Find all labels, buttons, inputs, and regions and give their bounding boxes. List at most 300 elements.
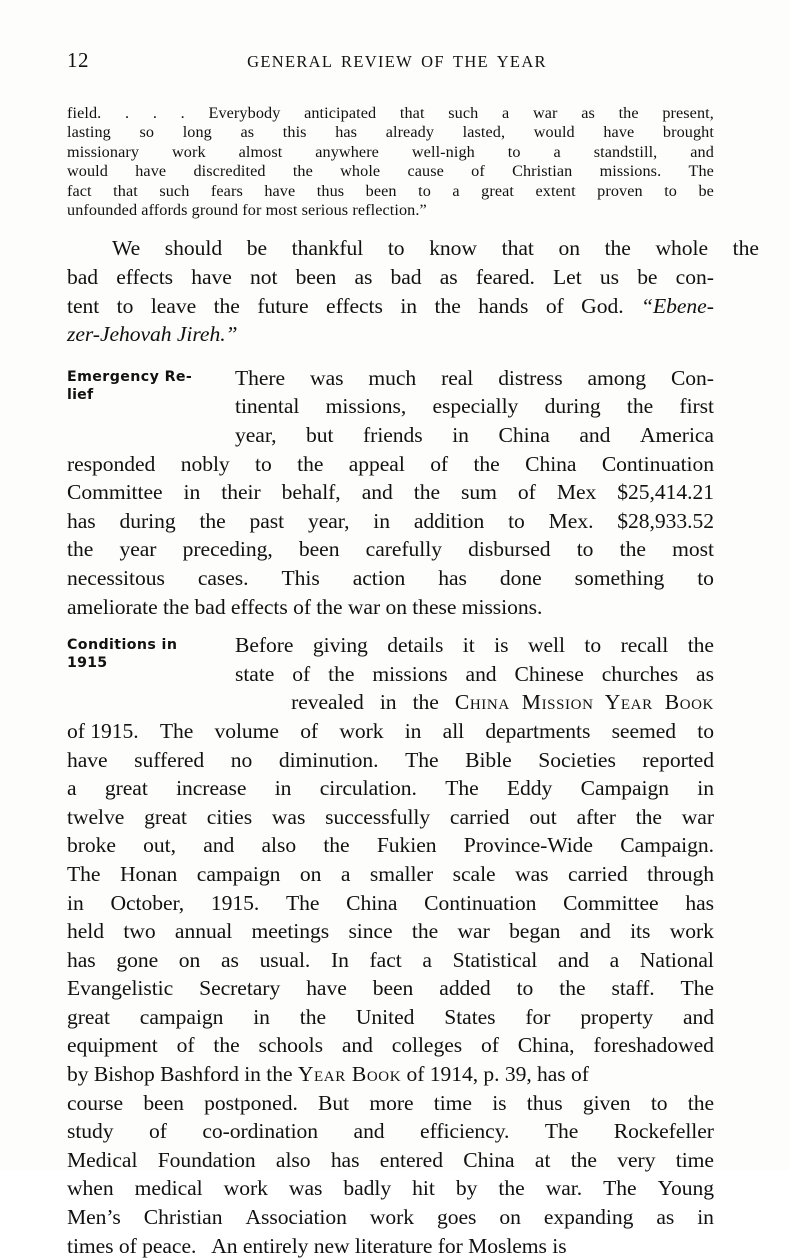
word: The <box>67 861 101 886</box>
word: the <box>328 661 355 686</box>
word: but <box>306 423 334 447</box>
word: out, <box>143 833 176 858</box>
word: Con- <box>670 365 714 390</box>
word: China <box>346 890 398 915</box>
word: year, <box>235 423 277 447</box>
word: to <box>387 236 405 261</box>
word: year, <box>307 508 350 533</box>
word: among <box>587 365 647 390</box>
paragraph-thankful <box>67 234 759 348</box>
text-line <box>67 803 714 832</box>
word: ameliorate the bad effects of the war on these missions. <box>67 594 543 619</box>
word: seemed <box>611 718 677 743</box>
word: to <box>255 451 272 476</box>
word: annual <box>174 919 233 944</box>
word: con- <box>675 265 714 290</box>
word: as <box>354 265 373 290</box>
word: Christian <box>512 162 573 181</box>
word: and <box>579 919 611 944</box>
word: disbursed <box>468 537 551 562</box>
word: schools <box>258 1033 323 1058</box>
word: in <box>452 423 469 447</box>
word: that <box>399 104 425 122</box>
word: war <box>532 104 558 122</box>
word: Foundation <box>157 1147 256 1172</box>
word: has <box>330 1147 360 1172</box>
text-line <box>67 450 714 479</box>
word: details <box>387 633 444 658</box>
sidenote-conditions-1915 <box>67 636 282 672</box>
word: most <box>672 537 714 562</box>
sidenote-line-2: lief <box>67 386 94 403</box>
text-line <box>67 717 714 746</box>
word: bad <box>67 265 99 290</box>
word: been <box>295 265 337 290</box>
text-line <box>67 746 714 775</box>
word: so <box>139 123 155 142</box>
word: whole <box>655 236 708 261</box>
word: to <box>584 633 602 658</box>
word: added <box>439 976 491 1001</box>
text-line <box>67 1060 714 1089</box>
word: Medical <box>67 1147 138 1172</box>
book-title-smallcaps: China Mission Year Book <box>454 690 714 715</box>
word: Bible <box>465 747 512 772</box>
word: have <box>603 123 635 142</box>
text-line <box>67 201 714 220</box>
word: the <box>199 508 226 533</box>
word: Secretary <box>199 976 281 1001</box>
word: to <box>507 142 521 161</box>
word: necessitous <box>67 565 165 590</box>
word: a <box>67 776 77 801</box>
word: was <box>288 1176 323 1201</box>
text-line <box>67 593 714 622</box>
word: has <box>685 890 714 915</box>
word: The <box>544 1119 579 1144</box>
word: discredited <box>193 162 266 181</box>
word: Campaign <box>580 776 669 801</box>
word: addition <box>413 508 485 533</box>
word: The <box>159 718 194 743</box>
word: missionary <box>67 142 140 161</box>
word: all <box>442 718 465 743</box>
word: through <box>647 861 714 886</box>
word: by <box>455 1176 478 1201</box>
text-line <box>67 1232 714 1260</box>
word: usual. <box>259 947 311 972</box>
word: something <box>574 565 665 590</box>
word: very <box>617 1147 656 1172</box>
word: tent <box>67 293 100 318</box>
word: past <box>249 508 285 533</box>
word: the <box>570 1147 597 1172</box>
word: successfully <box>325 804 431 829</box>
word: on <box>299 861 322 886</box>
word: equipment <box>67 1033 158 1058</box>
word: and <box>361 480 393 505</box>
word: God. <box>581 293 624 318</box>
word: first <box>679 394 714 419</box>
word: great <box>104 776 148 801</box>
word: on <box>558 236 580 261</box>
word: lasted, <box>462 123 506 142</box>
word: giving <box>312 633 368 658</box>
word: the <box>67 537 94 562</box>
word: Mex <box>556 480 597 505</box>
word: present, <box>662 104 714 122</box>
text-line <box>67 946 714 975</box>
text-line <box>67 182 714 201</box>
word: the <box>323 833 350 858</box>
word: work <box>339 718 384 743</box>
word: proven <box>597 181 643 200</box>
word: well-nigh <box>411 142 475 161</box>
word: efficiency. <box>420 1119 510 1144</box>
word: of <box>300 718 319 743</box>
word: suffered <box>134 747 205 772</box>
word: America <box>639 423 714 447</box>
word: great <box>144 804 187 829</box>
word: effects <box>326 293 383 318</box>
sidenote-emergency-relief <box>67 368 282 404</box>
word: China <box>463 1147 515 1172</box>
word: a <box>609 947 620 972</box>
word: as <box>581 104 595 122</box>
word: fact <box>369 947 402 972</box>
word: the <box>604 236 631 261</box>
word: whole <box>340 162 381 181</box>
word: 1915. <box>210 890 260 915</box>
word: action <box>352 565 406 590</box>
word: as <box>220 947 239 972</box>
word: meetings <box>251 919 330 944</box>
word: of 1914, p. 39, has of <box>401 1062 589 1087</box>
word: October, <box>110 890 185 915</box>
word: and <box>682 1004 714 1029</box>
amount-value: $25,414.21 <box>617 480 714 505</box>
word: thus <box>526 1090 563 1115</box>
word: is <box>492 1090 507 1115</box>
word: broke <box>67 833 116 858</box>
word: extent <box>535 181 576 200</box>
word: be <box>246 236 267 261</box>
word: the <box>626 394 654 419</box>
book-title-smallcaps: Year Book <box>297 1062 402 1087</box>
word: twelve <box>67 804 125 829</box>
word: great <box>481 181 515 200</box>
word: Continuation <box>601 451 714 476</box>
word: also <box>261 833 297 858</box>
word: especially <box>432 394 519 419</box>
word: the <box>618 104 639 122</box>
word: the <box>498 1176 525 1201</box>
word: the <box>434 293 461 318</box>
word: to <box>697 718 714 743</box>
word: anywhere <box>315 142 379 161</box>
text-line <box>67 507 714 536</box>
word: has <box>438 565 467 590</box>
word: during <box>119 508 176 533</box>
word: of <box>471 162 485 181</box>
word: in <box>404 718 422 743</box>
word: Eddy <box>506 776 553 801</box>
word: been <box>365 181 397 200</box>
text-line <box>67 143 714 162</box>
word: have <box>191 265 232 290</box>
word: their <box>221 480 261 505</box>
word: of <box>545 293 564 318</box>
word: of <box>149 1119 167 1144</box>
text-line <box>67 889 714 918</box>
word: China <box>525 451 577 476</box>
word: year <box>119 537 157 562</box>
word: of <box>292 661 311 686</box>
word: campaign <box>196 861 281 886</box>
word: field. <box>67 104 102 122</box>
text-line <box>67 564 714 593</box>
text-line <box>67 104 714 123</box>
word: was <box>515 861 549 886</box>
word: badly <box>343 1176 392 1201</box>
word: leave <box>150 293 197 318</box>
word: of 1915. <box>67 718 139 743</box>
word: carried <box>568 861 628 886</box>
word: postponed. <box>204 1090 298 1115</box>
word: and <box>353 1119 385 1144</box>
word: standstill, <box>593 142 658 161</box>
text-line <box>67 535 714 564</box>
word: also <box>275 1147 311 1172</box>
word: The <box>603 1176 637 1201</box>
text-line <box>67 1117 714 1146</box>
word: and <box>465 661 497 686</box>
word: is <box>494 633 509 658</box>
word: for <box>525 1004 551 1029</box>
word: has <box>67 508 96 533</box>
word: friends <box>363 423 423 447</box>
word: that <box>501 236 534 261</box>
word: United <box>355 1004 415 1029</box>
text-line <box>67 831 714 860</box>
word: its <box>630 919 651 944</box>
word: anticipated <box>304 104 377 122</box>
word: the <box>411 919 439 944</box>
word: Province-Wide <box>463 833 593 858</box>
word: of <box>517 480 536 505</box>
word: when <box>67 1176 114 1201</box>
word-italic: zer-Jehovah Jireh.” <box>67 322 238 347</box>
word: Societies <box>538 747 616 772</box>
word: course <box>67 1090 124 1115</box>
word: would <box>67 162 108 181</box>
word: campaign <box>139 1004 224 1029</box>
word: was <box>271 804 306 829</box>
word: has <box>335 123 358 142</box>
word: work <box>669 919 714 944</box>
word: great <box>67 1004 110 1029</box>
running-head <box>67 48 714 74</box>
word: long <box>182 123 212 142</box>
word: after <box>576 804 616 829</box>
word: Christian <box>143 1205 223 1230</box>
word: on <box>499 1205 521 1230</box>
word: real <box>441 365 474 390</box>
word: already <box>385 123 435 142</box>
word: and <box>579 423 611 447</box>
word: would <box>533 123 575 142</box>
word: state <box>235 661 275 686</box>
word: lasting <box>67 123 111 142</box>
word: Chinese <box>514 661 584 686</box>
word: effects <box>116 265 174 290</box>
word: The <box>688 162 714 181</box>
text-line <box>67 1003 714 1032</box>
word: Everybody <box>208 104 281 122</box>
word: Evangelistic <box>67 976 174 1001</box>
word: foreshadowed <box>593 1033 714 1058</box>
word: revealed in the <box>291 690 455 715</box>
word: reported <box>642 747 714 772</box>
section-conditions-1915 <box>67 631 714 1260</box>
word: almost <box>238 142 283 161</box>
page-number: 12 <box>67 48 89 72</box>
word: as <box>439 265 458 290</box>
word: have <box>135 162 167 181</box>
word: China, <box>517 1033 575 1058</box>
word: the <box>635 804 662 829</box>
paragraph-conditions-1915 <box>67 631 714 1260</box>
word: Committee <box>67 480 163 505</box>
word: that <box>113 181 138 200</box>
word: China <box>498 423 550 447</box>
word: appeal <box>348 451 405 476</box>
word: . <box>124 104 130 122</box>
text-line <box>67 688 714 717</box>
word: time <box>675 1147 714 1172</box>
word: to <box>664 181 677 200</box>
word: held <box>67 919 104 944</box>
word: it <box>462 633 475 658</box>
word: the <box>297 451 324 476</box>
text-line <box>67 917 714 946</box>
word: staff. <box>611 976 655 1001</box>
word: work <box>171 142 206 161</box>
amount-value: $28,933.52 <box>617 508 714 533</box>
word: the <box>619 537 646 562</box>
word: cities <box>206 804 253 829</box>
word: future <box>257 293 309 318</box>
word: much <box>368 365 417 390</box>
word: be <box>637 265 658 290</box>
word: to <box>508 508 525 533</box>
word: the <box>473 451 500 476</box>
running-head-title: GENERAL REVIEW OF THE YEAR <box>247 52 547 71</box>
word: in <box>253 1004 270 1029</box>
word: missions. <box>599 162 662 181</box>
sidenote-line-1: Conditions in <box>67 637 178 654</box>
word: Campaign. <box>620 833 714 858</box>
word: property <box>580 1004 654 1029</box>
word: responded <box>67 451 156 476</box>
text-line <box>67 1031 714 1060</box>
text-line <box>67 974 714 1003</box>
word: Mex. <box>548 508 594 533</box>
word: should <box>164 236 223 261</box>
word: in <box>697 776 714 801</box>
word: a <box>501 104 510 122</box>
word: have <box>264 181 296 200</box>
word: co-ordination <box>202 1119 319 1144</box>
word: the <box>299 1004 327 1029</box>
word: distress <box>498 365 563 390</box>
quotation-block <box>67 104 714 220</box>
word: entered <box>379 1147 443 1172</box>
text-line <box>67 123 714 142</box>
word: been <box>143 1090 184 1115</box>
word-italic: “Ebene- <box>641 293 714 318</box>
word: to <box>418 181 431 200</box>
word: hands <box>478 293 529 318</box>
word: Continuation <box>424 890 537 915</box>
word: Committee <box>563 890 659 915</box>
word: and <box>203 833 235 858</box>
word: have <box>306 976 347 1001</box>
word: The <box>445 776 479 801</box>
word: behalf, <box>281 480 341 505</box>
word: began <box>509 919 561 944</box>
word: this <box>282 123 307 142</box>
word: done <box>499 565 542 590</box>
word: Before <box>235 633 294 658</box>
word: carefully <box>365 537 442 562</box>
word: given <box>582 1090 631 1115</box>
word: be <box>698 181 714 200</box>
word: no <box>230 747 253 772</box>
word: and <box>557 947 589 972</box>
word: The <box>405 747 439 772</box>
word: since <box>348 919 393 944</box>
word: of <box>481 1033 499 1058</box>
word: work <box>369 1205 415 1230</box>
word: to <box>116 293 134 318</box>
word: Men’s <box>67 1205 121 1230</box>
word: brought <box>662 123 714 142</box>
word: the <box>687 633 714 658</box>
word: in <box>400 293 418 318</box>
word: bad <box>390 265 422 290</box>
word: war <box>681 804 714 829</box>
word: States <box>444 1004 496 1029</box>
word: feared. <box>475 265 535 290</box>
word: the <box>292 162 313 181</box>
text-line <box>67 774 714 803</box>
sidenote-line-1: Emergency Re- <box>67 368 193 385</box>
word: more <box>369 1090 414 1115</box>
word: . <box>180 104 185 122</box>
word: National <box>639 947 714 972</box>
word: the <box>559 976 586 1001</box>
word: sum <box>461 480 497 505</box>
word: was <box>310 365 344 390</box>
word: a <box>422 947 432 972</box>
text-line <box>67 320 714 349</box>
text-column <box>67 104 759 1260</box>
word: not <box>250 265 278 290</box>
word: volume <box>214 718 279 743</box>
word: been <box>298 537 340 562</box>
word: This <box>281 565 320 590</box>
